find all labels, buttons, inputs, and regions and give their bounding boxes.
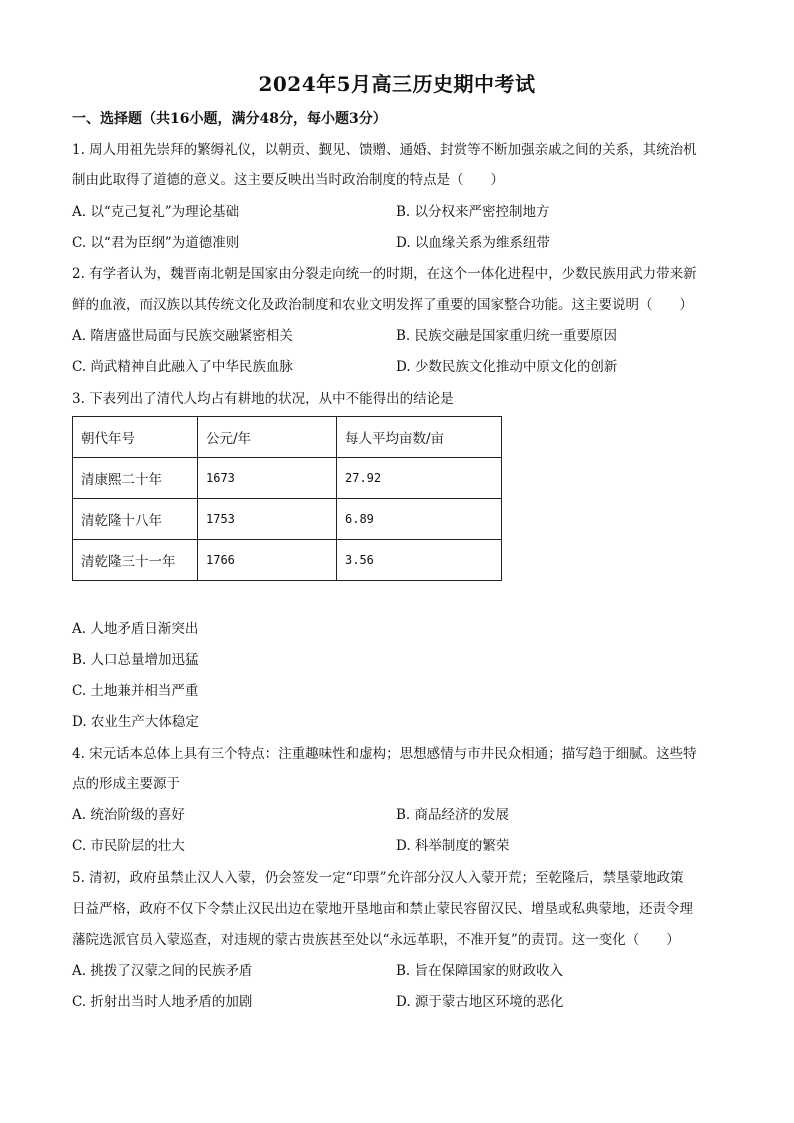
q4-option-d: D. 科举制度的繁荣 [396,838,510,854]
q5-option-d: D. 源于蒙古地区环境的恶化 [396,994,564,1010]
table-cell: 1766 [198,540,337,581]
q5-option-b: B. 旨在保障国家的财政收入 [396,963,564,979]
q3-option-c: C. 土地兼并相当严重 [72,683,199,699]
q3-line-1: 3. 下表列出了清代人均占有耕地的状况，从中不能得出的结论是 [72,391,454,407]
table-cell: 清乾隆三十一年 [73,540,198,581]
table-cell: 3.56 [337,540,502,581]
table-cell: 清康熙二十年 [73,458,198,499]
q4-option-c: C. 市民阶层的壮大 [72,838,185,854]
q4-line-1: 4. 宋元话本总体上具有三个特点：注重趣味性和虚构；思想感情与市井民众相通；描写趋于细腻。这些特 [72,746,697,762]
q2-line-2: 鲜的血液，而汉族以其传统文化及政治制度和农业文明发挥了重要的国家整合功能。这主要说明（ ） [72,297,693,313]
q2-option-c: C. 尚武精神自此融入了中华民族血脉 [72,359,293,375]
q1-option-a: A. 以“克己复礼”为理论基础 [72,204,240,220]
table-cell: 27.92 [337,458,502,499]
section-heading: 一、选择题（共16小题，满分48分，每小题3分） [72,111,387,127]
farmland-table [72,416,502,581]
q4-line-2: 点的形成主要源于 [72,776,180,792]
table-row [73,540,502,581]
table-row [73,458,502,499]
table-header-cell: 每人平均亩数/亩 [337,417,502,458]
q3-option-b: B. 人口总量增加迅猛 [72,652,199,668]
q2-option-d: D. 少数民族文化推动中原文化的创新 [396,359,618,375]
q1-option-b: B. 以分权来严密控制地方 [396,204,550,220]
q1-option-c: C. 以“君为臣纲”为道德准则 [72,235,240,251]
table-header-cell: 公元/年 [198,417,337,458]
table-cell: 1673 [198,458,337,499]
exam-title: 2024年5月高三历史期中考试 [258,72,536,96]
q5-line-2: 日益严格，政府不仅下令禁止汉民出边在蒙地开垦地亩和禁止蒙民容留汉民、增垦或私典蒙地，还责令理 [72,901,693,917]
q2-line-1: 2. 有学者认为，魏晋南北朝是国家由分裂走向统一的时期，在这个一体化进程中，少数民族用武力带来新 [72,266,697,282]
table-cell: 6.89 [337,499,502,540]
q2-option-b: B. 民族交融是国家重归统一重要原因 [396,328,618,344]
q3-option-a: A. 人地矛盾日渐突出 [72,621,199,637]
table-cell: 1753 [198,499,337,540]
q5-option-c: C. 折射出当时人地矛盾的加剧 [72,994,253,1010]
q1-option-d: D. 以血缘关系为维系纽带 [396,235,550,251]
q5-line-3: 藩院选派官员入蒙巡查，对违规的蒙古贵族甚至处以“永远革职，不准开复”的责罚。这一变化（ ） [72,932,680,948]
q1-line-2: 制由此取得了道德的意义。这主要反映出当时政治制度的特点是（ ） [72,172,504,188]
q2-option-a: A. 隋唐盛世局面与民族交融紧密相关 [72,328,293,344]
q5-option-a: A. 挑拨了汉蒙之间的民族矛盾 [72,963,253,979]
q1-line-1: 1. 周人用祖先崇拜的繁缛礼仪，以朝贡、觐见、馈赠、通婚、封赏等不断加强亲戚之间的关系，其统治机 [72,142,697,158]
q3-option-d: D. 农业生产大体稳定 [72,714,199,730]
q4-option-b: B. 商品经济的发展 [396,807,510,823]
q4-option-a: A. 统治阶级的喜好 [72,807,185,823]
table-header-cell: 朝代年号 [73,417,198,458]
table-cell: 清乾隆十八年 [73,499,198,540]
table-row [73,499,502,540]
q5-line-1: 5. 清初，政府虽禁止汉人入蒙，仍会签发一定“印票”允许部分汉人入蒙开荒；至乾隆后，禁垦蒙地政策 [72,870,684,886]
table-header-row [73,417,502,458]
